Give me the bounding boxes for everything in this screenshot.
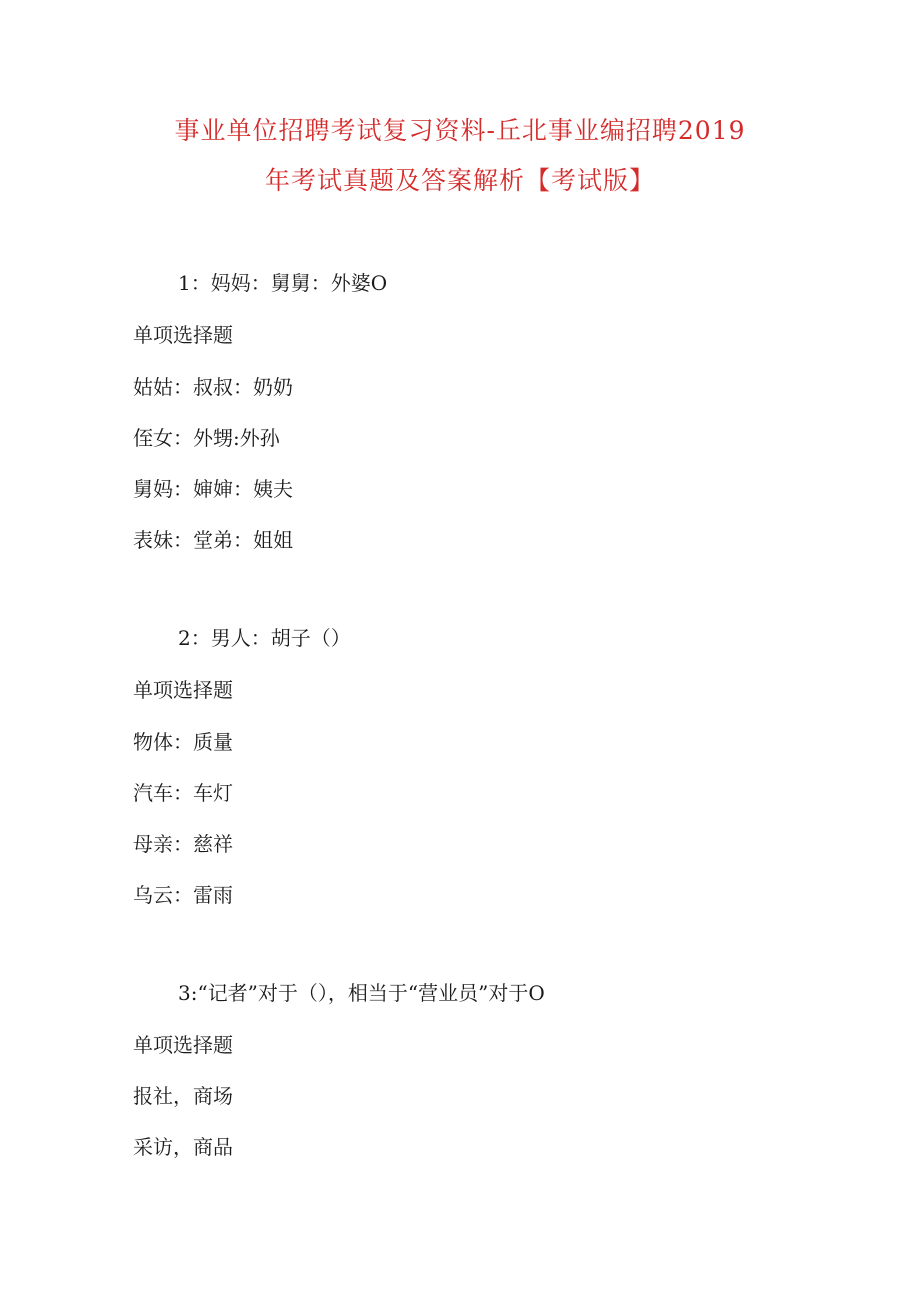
question-2-option-4: 乌云：雷雨 xyxy=(133,883,233,907)
question-1-option-4: 表妹：堂弟：姐姐 xyxy=(133,528,293,552)
question-2-type: 单项选择题 xyxy=(133,678,233,702)
question-3-stem: 3:“记者”对于（），相当于“营业员”对于O xyxy=(178,981,545,1005)
document-title-line-1: 事业单位招聘考试复习资料-丘北事业编招聘2019 xyxy=(174,116,746,145)
question-2-stem: 2：男人：胡子（） xyxy=(178,626,351,650)
question-1-option-1: 姑姑：叔叔：奶奶 xyxy=(133,375,293,399)
question-2-option-1: 物体：质量 xyxy=(133,730,233,754)
question-2-option-2: 汽车：车灯 xyxy=(133,781,233,805)
question-1-option-3: 舅妈：婶婶：姨夫 xyxy=(133,477,293,501)
document-title-line-2: 年考试真题及答案解析【考试版】 xyxy=(264,166,655,195)
question-3-option-1: 报社，商场 xyxy=(133,1084,233,1108)
question-1-type: 单项选择题 xyxy=(133,323,233,347)
question-3-option-2: 采访，商品 xyxy=(133,1135,233,1159)
question-3-type: 单项选择题 xyxy=(133,1033,233,1057)
question-1-stem: 1：妈妈：舅舅：外婆O xyxy=(178,271,388,295)
question-2-option-3: 母亲：慈祥 xyxy=(133,832,233,856)
question-1-option-2: 侄女：外甥:外孙 xyxy=(133,426,280,450)
